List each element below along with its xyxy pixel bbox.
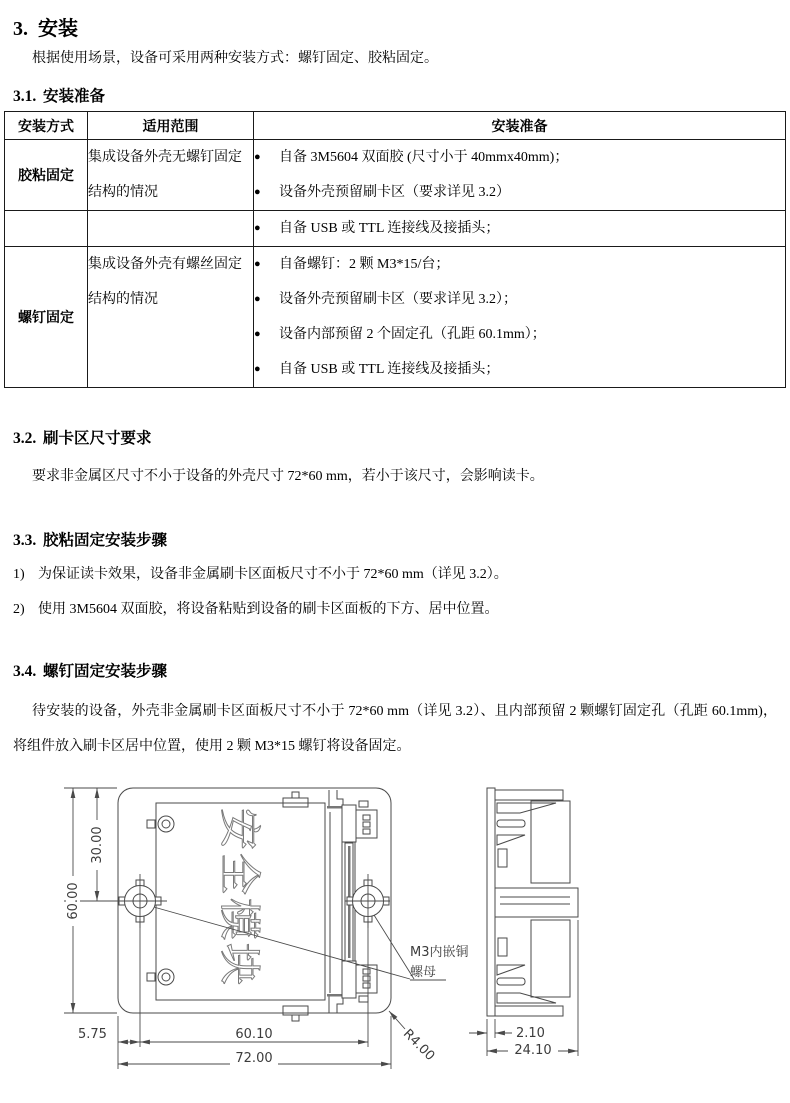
side-view-drawing bbox=[469, 788, 578, 1058]
header-install-method: 安装方式 bbox=[5, 112, 88, 140]
cell-scope-adhesive: 集成设备外壳无螺钉固定结构的情况 bbox=[88, 140, 254, 211]
m3-nut-callout bbox=[410, 944, 469, 980]
cell-items-adhesive bbox=[254, 140, 786, 211]
dim-label-width: 72.00 bbox=[235, 1051, 273, 1066]
dim-label-left-margin: 5.75 bbox=[78, 1027, 107, 1042]
dim-label-depth: 24.10 bbox=[514, 1043, 552, 1058]
step-number: 2) bbox=[13, 602, 25, 617]
cell-method-screw: 螺钉固定 bbox=[5, 247, 88, 388]
adhesive-step-1 bbox=[13, 564, 777, 586]
bullet-icon: ● bbox=[254, 293, 261, 305]
screw-hole-right bbox=[345, 874, 390, 928]
bullet-text: 自备 USB 或 TTL 连接线及接插头； bbox=[279, 221, 500, 236]
section-3-1-heading bbox=[13, 84, 105, 106]
table-row-screw bbox=[5, 247, 786, 388]
dim-label-height: 60.00 bbox=[66, 882, 81, 920]
bullet-text: 设备内部预留 2 个固定孔（孔距 60.1mm）； bbox=[279, 327, 546, 342]
section-3-number: 3. bbox=[13, 18, 28, 40]
bullet-text: 自备 3M5604 双面胶 (尺寸小于 40mmx40mm)； bbox=[279, 150, 569, 165]
cell-items-cables bbox=[254, 211, 786, 247]
section-3-2-title: 刷卡区尺寸要求 bbox=[43, 430, 152, 447]
bullet-item bbox=[254, 352, 785, 387]
dim-label-corner-radius: R4.00 bbox=[399, 1026, 438, 1064]
screw-fix-paragraph: 待安装的设备，外壳非金属刷卡区面板尺寸不小于 72*60 mm（详见 3.2）、且内部预留 2 颗螺钉固定孔（孔距 60.1mm)，将组件放入刷卡区居中位置，使用 2 颗 M3*15 螺钉将设备固定。 bbox=[13, 704, 777, 754]
section-3-1-title: 安装准备 bbox=[43, 88, 106, 105]
bullet-icon: ● bbox=[254, 328, 261, 340]
cell-scope-empty bbox=[88, 211, 254, 247]
step-text: 为保证读卡效果，设备非金属刷卡区面板尺寸不小于 72*60 mm（详见 3.2）。 bbox=[38, 567, 508, 582]
bullet-text: 设备外壳预留刷卡区（要求详见 3.2）； bbox=[279, 292, 517, 307]
bottom-connector bbox=[342, 961, 377, 1002]
section-3-title: 安装 bbox=[38, 18, 78, 40]
bullet-icon: ● bbox=[254, 222, 261, 234]
side-view-dimensions bbox=[469, 920, 578, 1058]
mounting-tab bbox=[495, 888, 578, 917]
installation-preparation-table bbox=[4, 111, 786, 388]
standoff-top bbox=[147, 816, 174, 832]
bullet-icon: ● bbox=[254, 363, 261, 375]
dim-label-plate-thickness: 2.10 bbox=[516, 1026, 545, 1041]
installation-drawing bbox=[0, 770, 790, 1103]
dim-label-hole-spacing: 60.10 bbox=[235, 1027, 273, 1042]
step-text: 使用 3M5604 双面胶，将设备粘贴到设备的刷卡区面板的下方、居中位置。 bbox=[38, 602, 499, 617]
section-3-4-number: 3.4. bbox=[13, 663, 37, 680]
step-number: 1) bbox=[13, 567, 25, 582]
section-3-4-title: 螺钉固定安装步骤 bbox=[43, 663, 168, 680]
card-area-size-paragraph: 要求非金属区尺寸不小于设备的外壳尺寸 72*60 mm，若小于该尺寸，会影响读卡。 bbox=[32, 469, 544, 484]
header-scope: 适用范围 bbox=[88, 112, 254, 140]
bullet-item bbox=[254, 211, 785, 246]
bullet-item bbox=[254, 282, 785, 317]
bullet-text: 自备螺钉：2 颗 M3*15/台； bbox=[279, 257, 450, 272]
intro-paragraph: 根据使用场景，设备可采用两种安装方式：螺钉固定、胶粘固定。 bbox=[32, 51, 438, 66]
body-bottom-block bbox=[531, 920, 570, 997]
cell-method-adhesive: 胶粘固定 bbox=[5, 140, 88, 211]
front-view-drawing bbox=[64, 788, 469, 1069]
section-3-3-title: 胶粘固定安装步骤 bbox=[43, 532, 168, 549]
device-label-text: 安全模块 bbox=[215, 807, 264, 989]
section-3-heading bbox=[13, 12, 78, 41]
section-3-2-number: 3.2. bbox=[13, 430, 37, 447]
top-connector bbox=[342, 801, 377, 842]
bottom-clip bbox=[283, 994, 344, 1021]
section-3-2-heading bbox=[13, 426, 152, 448]
bullet-icon: ● bbox=[254, 186, 261, 198]
bullet-item bbox=[254, 175, 785, 210]
dim-label-hole-offset: 30.00 bbox=[90, 826, 105, 864]
section-3-4-heading bbox=[13, 659, 167, 681]
faceplate bbox=[487, 788, 495, 1016]
bullet-item bbox=[254, 317, 785, 352]
table-header-row bbox=[5, 112, 786, 140]
bullet-text: 自备 USB 或 TTL 连接线及接插头； bbox=[279, 362, 500, 377]
table-row-cables bbox=[5, 211, 786, 247]
bullet-item bbox=[254, 247, 785, 282]
cell-items-screw bbox=[254, 247, 786, 388]
bullet-text: 设备外壳预留刷卡区（要求详见 3.2） bbox=[279, 185, 510, 200]
table-row-adhesive bbox=[5, 140, 786, 211]
body-top-block bbox=[531, 801, 570, 883]
cell-scope-screw: 集成设备外壳有螺丝固定结构的情况 bbox=[88, 247, 254, 388]
section-3-3-heading bbox=[13, 528, 167, 550]
section-3-1-number: 3.1. bbox=[13, 88, 37, 105]
bullet-icon: ● bbox=[254, 258, 261, 270]
adhesive-step-2 bbox=[13, 599, 777, 621]
bullet-icon: ● bbox=[254, 151, 261, 163]
section-3-3-number: 3.3. bbox=[13, 532, 37, 549]
header-preparation: 安装准备 bbox=[254, 112, 786, 140]
standoff-bottom bbox=[147, 969, 174, 985]
m3-callout-line1: M3内嵌铜 bbox=[410, 945, 469, 960]
bullet-item bbox=[254, 140, 785, 175]
cell-method-empty bbox=[5, 211, 88, 247]
top-clip bbox=[283, 790, 344, 809]
m3-callout-leaders bbox=[143, 904, 446, 980]
m3-callout-line2: 螺母 bbox=[410, 965, 437, 980]
